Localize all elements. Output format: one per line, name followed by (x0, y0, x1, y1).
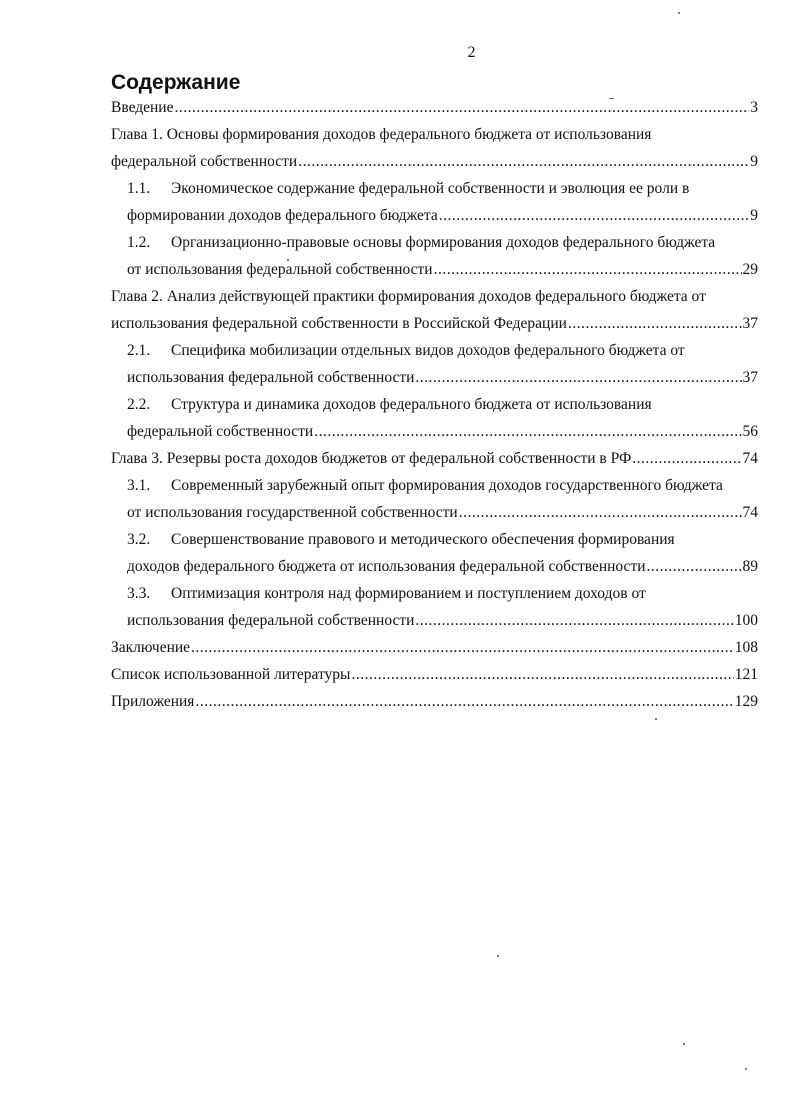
toc-section-number: 2.1. (127, 342, 151, 359)
scan-speck (683, 1043, 685, 1045)
toc-row (111, 202, 758, 229)
toc-leader-dots (647, 553, 742, 580)
toc-page-number: 29 (742, 261, 758, 278)
toc-entry-text: Совершенствование правового и методического обеспечения формирования (171, 531, 675, 548)
toc-row (111, 445, 758, 472)
toc-page-number: 3 (750, 99, 758, 116)
toc-section-number: 3.2. (127, 531, 151, 548)
toc-page-number: 37 (742, 369, 758, 386)
toc-page-number: 37 (742, 315, 758, 332)
toc-page-number: 9 (750, 207, 758, 224)
toc-entry-text: Структура и динамика доходов федерального бюджета от использования (171, 396, 652, 413)
toc-entry-text: доходов федерального бюджета от использования федеральной собственности (127, 558, 646, 575)
page-title: Содержание (111, 71, 241, 94)
toc-row (111, 364, 758, 391)
toc-page-number: 74 (742, 504, 758, 521)
toc-entry-text: Оптимизация контроля над формированием и поступлением доходов от (171, 585, 646, 602)
toc-entry-text: Заключение (111, 639, 191, 656)
toc-row (111, 607, 758, 634)
toc-leader-dots (195, 688, 733, 715)
toc-row (111, 688, 758, 715)
toc-entry-text: федеральной собственности (127, 423, 314, 440)
toc-page-number: 100 (734, 612, 758, 629)
toc-entry-text: Список использованной литературы (111, 666, 351, 683)
toc-page-number: 74 (742, 450, 758, 467)
toc-row (111, 148, 758, 175)
toc-section-number: 3.1. (127, 477, 151, 494)
toc-leader-dots (351, 661, 733, 688)
toc-entry-text: Экономическое содержание федеральной собственности и эволюция ее роли в (171, 180, 690, 197)
toc-page-number: 89 (742, 558, 758, 575)
toc-leader-dots (314, 418, 741, 445)
toc-page-number: 129 (734, 693, 758, 710)
toc-row (111, 94, 758, 121)
toc-section-number: 1.1. (127, 180, 151, 197)
toc-row (111, 229, 758, 256)
toc-row (111, 256, 758, 283)
toc-page-number: 9 (750, 153, 758, 170)
toc-row (111, 526, 758, 553)
toc-entry-text: Современный зарубежный опыт формирования доходов государственного бюджета (171, 477, 723, 494)
toc-row (111, 310, 758, 337)
toc-leader-dots (632, 445, 741, 472)
toc-leader-dots (439, 202, 750, 229)
scan-speck (609, 98, 614, 99)
toc-leader-dots (415, 364, 741, 391)
page-number: 2 (467, 44, 476, 61)
toc-entry-text: от использования государственной собственности (127, 504, 458, 521)
toc-row (111, 175, 758, 202)
toc-leader-dots (298, 148, 749, 175)
toc-row (111, 472, 758, 499)
toc-row (111, 418, 758, 445)
toc-row (111, 121, 758, 148)
toc-entry-text: Приложения (111, 693, 195, 710)
toc-entry-text: использования федеральной собственности (127, 369, 415, 386)
toc-leader-dots (174, 94, 749, 121)
scan-speck (497, 955, 499, 957)
toc-row (111, 499, 758, 526)
toc-entry-text: Глава 2. Анализ действующей практики формирования доходов федерального бюджета от (111, 288, 706, 305)
toc-entry-text: формировании доходов федерального бюджета (127, 207, 438, 224)
scan-speck (655, 718, 657, 720)
toc-entry-text: Организационно-правовые основы формирования доходов федерального бюджета (171, 234, 716, 251)
toc-row (111, 283, 758, 310)
toc-entry-text: использования федеральной собственности в Российской Федерации (111, 315, 567, 332)
toc-entry-text: использования федеральной собственности (127, 612, 415, 629)
scan-speck (745, 1068, 747, 1070)
toc-row (111, 553, 758, 580)
toc-leader-dots (434, 256, 742, 283)
table-of-contents (111, 94, 758, 715)
toc-leader-dots (191, 634, 734, 661)
toc-row (111, 580, 758, 607)
toc-leader-dots (459, 499, 742, 526)
toc-section-number: 1.2. (127, 234, 151, 251)
scan-speck (678, 12, 680, 14)
toc-page-number: 121 (734, 666, 758, 683)
toc-row (111, 661, 758, 688)
toc-page-number: 108 (734, 639, 758, 656)
toc-entry-text: от использования федеральной собственности (127, 261, 433, 278)
toc-leader-dots (415, 607, 733, 634)
toc-entry-text: федеральной собственности (111, 153, 298, 170)
toc-leader-dots (568, 310, 742, 337)
toc-entry-text: Введение (111, 99, 174, 116)
toc-row (111, 634, 758, 661)
toc-row (111, 391, 758, 418)
toc-section-number: 3.3. (127, 585, 151, 602)
toc-row (111, 337, 758, 364)
toc-section-number: 2.2. (127, 396, 151, 413)
toc-entry-text: Специфика мобилизации отдельных видов доходов федерального бюджета от (171, 342, 685, 359)
toc-page-number: 56 (742, 423, 758, 440)
scan-speck (287, 259, 289, 261)
toc-entry-text: Глава 1. Основы формирования доходов федерального бюджета от использования (111, 126, 652, 143)
toc-entry-text: Глава 3. Резервы роста доходов бюджетов от федеральной собственности в РФ (111, 450, 632, 467)
